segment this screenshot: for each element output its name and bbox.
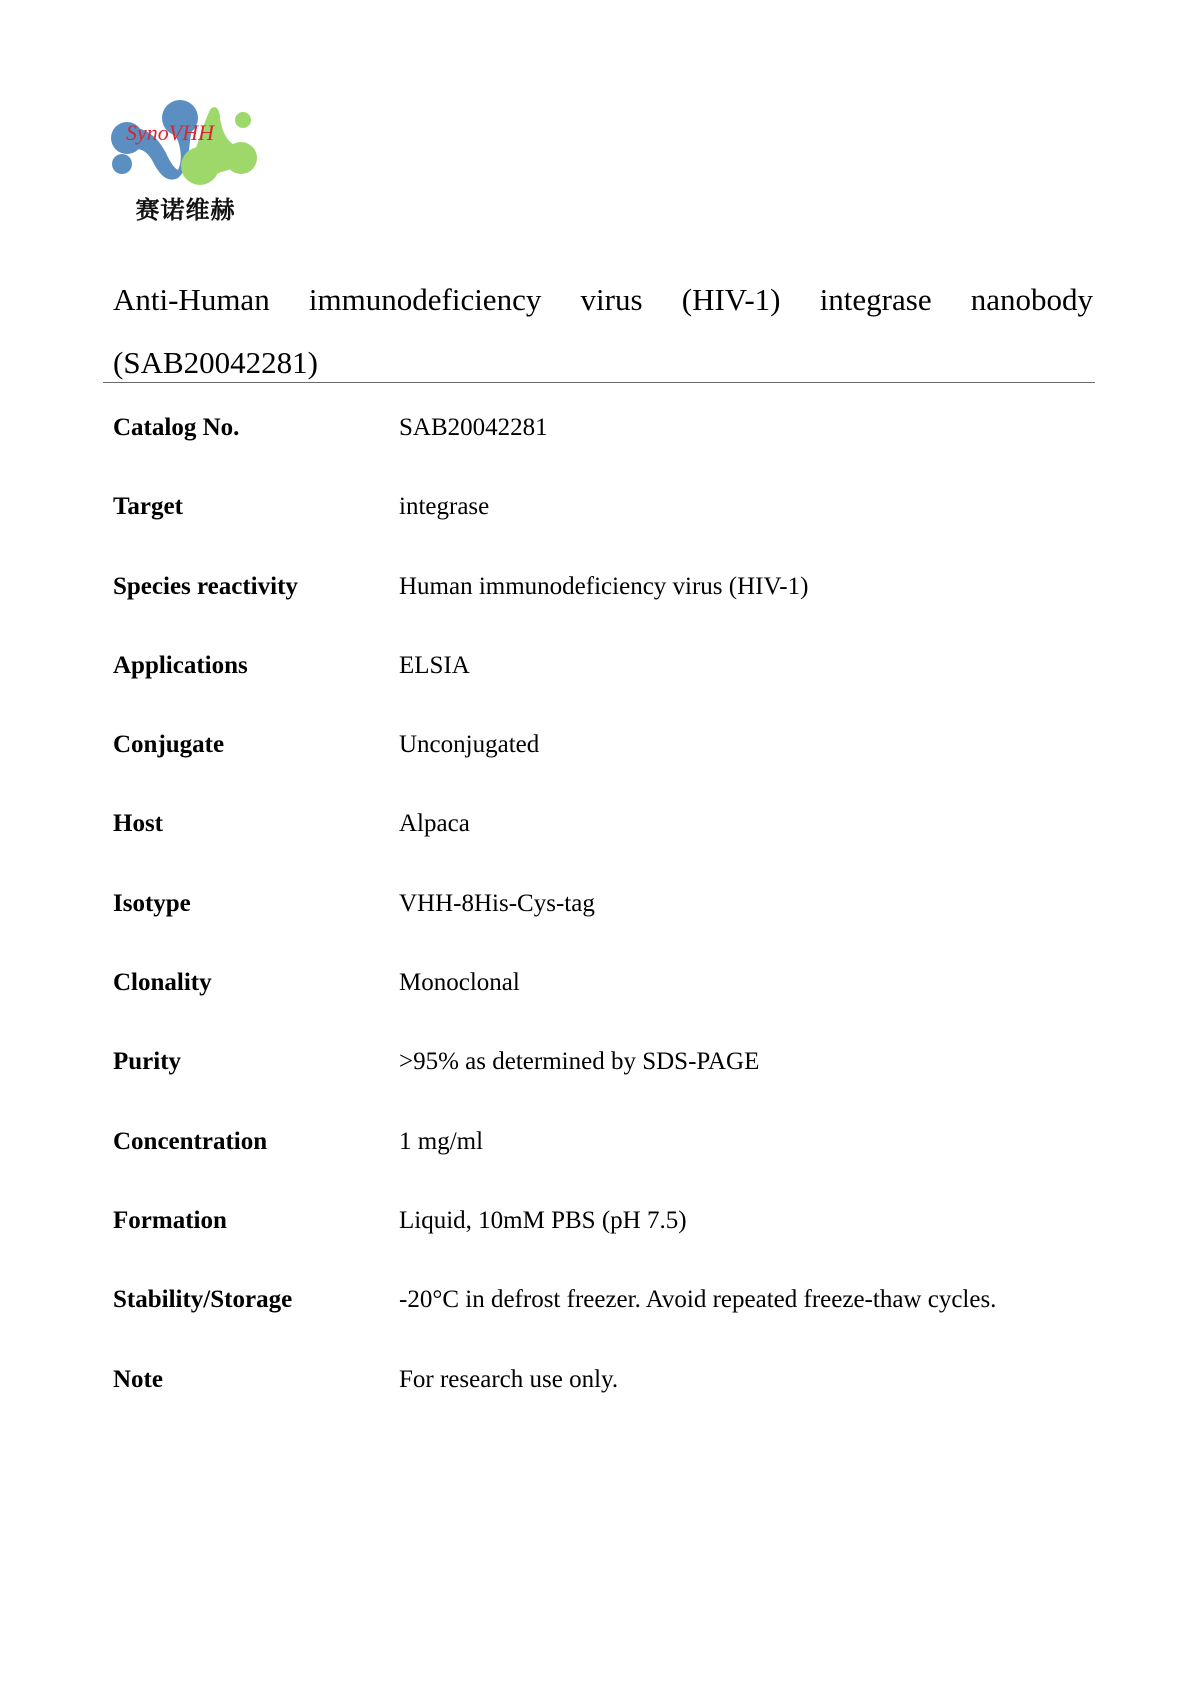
spec-row-concentration <box>113 1122 1103 1201</box>
logo-chinese-name: 赛诺维赫 <box>135 196 236 224</box>
spec-row-note <box>113 1360 1103 1439</box>
spec-row-conjugate <box>113 725 1103 804</box>
spec-value: >95% as determined by SDS-PAGE <box>399 1048 760 1076</box>
spec-row-purity <box>113 1042 1103 1121</box>
spec-label: Applications <box>113 651 248 679</box>
spec-label: Catalog No. <box>113 414 240 441</box>
spec-row-clonality <box>113 963 1103 1042</box>
spec-value: VHH-8His-Cys-tag <box>399 889 595 917</box>
title-divider <box>103 382 1095 383</box>
spec-value: -20°C in defrost freezer. Avoid repeated freeze-thaw cycles. <box>399 1286 997 1314</box>
title-word: (HIV-1) <box>681 282 781 317</box>
spec-value: Monoclonal <box>399 969 520 997</box>
spec-row-target <box>113 487 1103 566</box>
spec-label: Purity <box>113 1048 182 1076</box>
spec-label: Formation <box>113 1206 227 1234</box>
spec-row-formation <box>113 1201 1103 1280</box>
company-logo <box>108 98 260 188</box>
spec-value: Human immunodeficiency virus (HIV-1) <box>399 572 809 600</box>
spec-value: Alpaca <box>399 810 470 838</box>
spec-row-host <box>113 804 1103 883</box>
title-word: immunodeficiency <box>308 282 542 317</box>
spec-table <box>113 408 1103 1439</box>
title-line-1 <box>113 268 1093 331</box>
spec-row-species-reactivity <box>113 567 1103 646</box>
page-title <box>113 268 1093 394</box>
spec-value: SAB20042281 <box>399 414 548 441</box>
spec-value: 1 mg/ml <box>399 1127 484 1155</box>
title-word: Anti-Human <box>113 282 270 317</box>
spec-label: Stability/Storage <box>113 1286 293 1314</box>
title-word: integrase <box>819 282 932 317</box>
spec-label: Species reactivity <box>113 572 298 600</box>
spec-value: For research use only. <box>399 1365 619 1393</box>
logo-script-text: SynoVHH <box>126 120 214 145</box>
spec-label: Note <box>113 1365 163 1393</box>
spec-value: ELSIA <box>399 651 470 679</box>
spec-value: Unconjugated <box>399 731 540 759</box>
title-line-2: (SAB20042281) <box>113 345 318 380</box>
spec-row-applications <box>113 646 1103 725</box>
spec-label: Target <box>113 493 183 521</box>
spec-label: Clonality <box>113 969 212 997</box>
synovhh-logo-graphic <box>108 98 260 188</box>
spec-row-isotype <box>113 884 1103 963</box>
spec-label: Concentration <box>113 1127 268 1155</box>
spec-row-catalog-no <box>113 408 1103 487</box>
spec-label: Isotype <box>113 889 191 917</box>
title-word: nanobody <box>970 282 1094 317</box>
spec-value: Liquid, 10mM PBS (pH 7.5) <box>399 1206 687 1234</box>
spec-value: integrase <box>399 493 490 521</box>
spec-label: Conjugate <box>113 731 225 759</box>
title-word: virus <box>580 282 643 317</box>
spec-row-stability-storage <box>113 1280 1103 1359</box>
spec-label: Host <box>113 810 163 838</box>
